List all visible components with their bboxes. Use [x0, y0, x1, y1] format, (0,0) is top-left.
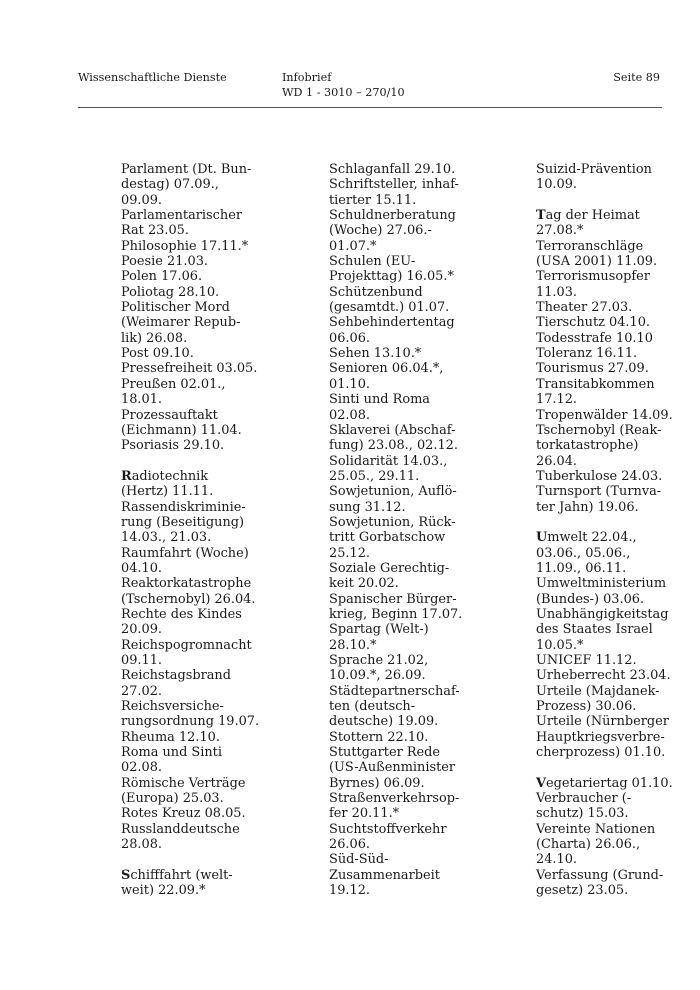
index-entry-line: Tschernobyl (Reak- — [536, 422, 662, 438]
header-document-info — [282, 70, 405, 100]
index-entry-line: Russlanddeutsche — [121, 821, 240, 837]
index-entry-line: Terrorismusopfer — [536, 269, 650, 285]
index-entry-line: sung 31.12. — [329, 499, 406, 515]
index-entry-line: ter Jahn) 19.06. — [536, 499, 639, 515]
header-divider — [78, 107, 662, 108]
index-entry-line: Suchtstoffverkehr — [329, 821, 447, 837]
section-initial-letter: V — [536, 775, 547, 791]
section-gap — [536, 515, 676, 530]
index-entry-line: 26.04. — [536, 453, 578, 469]
index-entry-line: keit 20.02. — [329, 576, 399, 592]
index-entry-line: UNICEF 11.12. — [536, 653, 637, 668]
index-column-2 — [329, 162, 499, 899]
index-entry-line: Spanischer Bürger- — [329, 591, 457, 607]
index-entry-line: Projekttag) 16.05.* — [329, 269, 454, 285]
index-entry-line: Urheberrecht 23.04. — [536, 668, 671, 684]
index-entry-line: Tropenwälder 14.09. — [536, 407, 673, 423]
index-entry-line: Soziale Gerechtig- — [329, 560, 450, 576]
index-entry-line: Stuttgarter Rede — [329, 745, 441, 761]
index-entry-line: 02.08. — [329, 407, 371, 423]
index-entry-line: Schulen (EU- — [329, 254, 416, 270]
index-entry-line: 27.08.* — [536, 223, 584, 239]
index-entry-line: 11.09., 06.11. — [536, 560, 627, 576]
index-entry-line: 04.10. — [121, 560, 163, 576]
index-entry-line: fer 20.11.* — [329, 806, 400, 822]
index-entry-line: Poesie 21.03. — [121, 254, 209, 270]
index-entry-line: Theater 27.03. — [536, 300, 633, 316]
section-gap — [121, 454, 291, 469]
index-entry-line: gesetz) 23.05. — [536, 883, 629, 899]
index-entry-line: Straßenverkehrsop- — [329, 791, 460, 807]
page-number: Seite 89 — [613, 71, 660, 84]
index-entry-line: fung) 23.08., 02.12. — [329, 438, 458, 454]
index-entry-line: Verbraucher (- — [536, 791, 632, 807]
index-entry-line: 10.09.*, 26.09. — [329, 668, 426, 684]
index-entry-line: 11.03. — [536, 284, 578, 300]
index-entry-line: Urteile (Nürnberger — [536, 714, 669, 730]
index-entry-line: Reichsversiche- — [121, 699, 224, 715]
index-column-1 — [121, 162, 291, 899]
index-entry-line: cherprozess) 01.10. — [536, 745, 666, 761]
index-entry-line: (Bundes-) 03.06. — [536, 591, 645, 607]
index-entry-line: Zusammenarbeit — [329, 867, 440, 883]
index-entry-line: 28.10.* — [329, 637, 377, 653]
index-entry-line: Parlamentarischer — [121, 208, 242, 224]
index-entry-line: Hauptkriegsverbre- — [536, 729, 665, 745]
index-entry-line: Rheuma 12.10. — [121, 729, 220, 745]
index-entry-line: Römische Verträge — [121, 775, 246, 791]
index-entry-line: Byrnes) 06.09. — [329, 775, 425, 791]
index-entry-line: destag) 07.09., — [121, 177, 219, 193]
index-column-3 — [536, 162, 676, 899]
index-entry-line: 01.07.* — [329, 238, 377, 254]
index-entry-line: Vereinte Nationen — [536, 821, 656, 837]
index-entry-line: Stottern 22.10. — [329, 729, 429, 745]
index-entry-line: (US-Außenminister — [329, 760, 456, 776]
index-entry-line: Verfassung (Grund- — [536, 867, 664, 883]
index-entry-line: Turnsport (Turnva- — [536, 484, 662, 500]
index-entry-line: Roma und Sinti — [121, 745, 222, 761]
section-gap — [121, 852, 291, 867]
index-entry-line: (gesamtdt.) 01.07. — [329, 300, 450, 316]
index-entry-line: 06.06. — [329, 330, 371, 346]
index-entry-line: Suizid-Prävention — [536, 162, 652, 177]
index-entry-line: (Eichmann) 11.04. — [121, 422, 242, 438]
index-entry-line: Post 09.10. — [121, 346, 194, 362]
index-entry-line: krieg, Beginn 17.07. — [329, 606, 463, 622]
section-start-entry-line: Schifffahrt (welt- — [121, 867, 233, 883]
index-entry-line: 09.09. — [121, 192, 163, 208]
index-entry-line: (Hertz) 11.11. — [121, 484, 214, 500]
index-entry-line: Städtepartnerschaf- — [329, 683, 460, 699]
index-entry-line: 09.11. — [121, 653, 163, 668]
index-entry-line: Polen 17.06. — [121, 269, 203, 285]
index-entry-line: 19.12. — [329, 883, 371, 899]
page-header — [78, 70, 660, 106]
section-start-entry-line: Umwelt 22.04., — [536, 530, 637, 546]
index-entry-line: Schriftsteller, inhaf- — [329, 177, 459, 193]
section-start-entry-line: Vegetariertag 01.10. — [536, 775, 673, 791]
index-entry-line: weit) 22.09.* — [121, 883, 206, 899]
index-entry-line: 28.08. — [121, 837, 163, 853]
section-initial-letter: S — [121, 867, 131, 883]
section-initial-letter: R — [121, 468, 132, 484]
index-entry-line: Pressefreiheit 03.05. — [121, 361, 258, 377]
index-entry-line: 03.06., 05.06., — [536, 545, 631, 561]
section-gap — [536, 193, 676, 208]
index-entry-line: Prozess) 30.06. — [536, 699, 637, 715]
index-entry-line: Sowjetunion, Auflö- — [329, 484, 457, 500]
index-entry-line: Urteile (Majdanek- — [536, 683, 660, 699]
index-entry-line: Sehbehindertentag — [329, 315, 455, 331]
index-entry-line: 18.01. — [121, 392, 163, 408]
index-entry-line: Senioren 06.04.*, — [329, 361, 444, 377]
index-entry-line: rungsordnung 19.07. — [121, 714, 260, 730]
index-entry-line: Todesstrafe 10.10 — [536, 330, 653, 346]
index-entry-line: Schützenbund — [329, 284, 423, 300]
index-entry-line: 17.12. — [536, 392, 578, 408]
index-entry-line: Spartag (Welt-) — [329, 622, 429, 638]
index-entry-line: Reichstagsbrand — [121, 668, 231, 684]
index-entry-line: 10.05.* — [536, 637, 584, 653]
index-entry-line: Rechte des Kindes — [121, 606, 242, 622]
index-entry-line: rung (Beseitigung) — [121, 514, 245, 530]
index-entry-line: 14.03., 21.03. — [121, 530, 212, 546]
index-entry-line: lik) 26.08. — [121, 330, 188, 346]
index-entry-line: Raumfahrt (Woche) — [121, 545, 249, 561]
section-start-entry-line: Radiotechnik — [121, 468, 209, 484]
index-entry-line: Rat 23.05. — [121, 223, 189, 239]
section-initial-letter: U — [536, 530, 548, 546]
index-entry-line: des Staates Israel — [536, 622, 653, 638]
index-entry-line: (USA 2001) 11.09. — [536, 254, 658, 270]
index-entry-line: Schuldnerberatung — [329, 208, 456, 224]
index-entry-line: ten (deutsch- — [329, 699, 416, 715]
index-entry-line: Prozessauftakt — [121, 407, 218, 423]
index-entry-line: Sowjetunion, Rück- — [329, 514, 456, 530]
index-entry-line: Rotes Kreuz 08.05. — [121, 806, 246, 822]
header-institution: Wissenschaftliche Dienste — [78, 71, 227, 84]
index-entry-line: Reichspogromnacht — [121, 637, 252, 653]
index-entry-line: tierter 15.11. — [329, 192, 417, 208]
index-entry-line: Politischer Mord — [121, 300, 230, 316]
index-entry-line: 25.05., 29.11. — [329, 468, 420, 484]
index-entry-line: Schlaganfall 29.10. — [329, 162, 456, 177]
index-entry-line: 25.12. — [329, 545, 371, 561]
index-entry-line: Psoriasis 29.10. — [121, 438, 225, 454]
index-entry-line: (Weimarer Repub- — [121, 315, 241, 331]
index-entry-line: Toleranz 16.11. — [536, 346, 638, 362]
index-entry-line: Sehen 13.10.* — [329, 346, 422, 362]
index-entry-line: Unabhängigkeitstag — [536, 606, 669, 622]
index-entry-line: (Europa) 25.03. — [121, 791, 224, 807]
index-entry-line: Sklaverei (Abschaf- — [329, 422, 456, 438]
index-entry-line: Terroranschläge — [536, 238, 644, 254]
index-entry-line: 27.02. — [121, 683, 163, 699]
header-doc-number: WD 1 - 3010 – 270/10 — [282, 86, 405, 99]
index-entry-line: Preußen 02.01., — [121, 376, 226, 392]
section-gap — [536, 760, 676, 775]
index-entry-line: 02.08. — [121, 760, 163, 776]
index-entry-line: Sprache 21.02, — [329, 653, 429, 668]
index-entry-line: Rassendiskriminie- — [121, 499, 246, 515]
index-entry-line: 20.09. — [121, 622, 163, 638]
index-entry-line: deutsche) 19.09. — [329, 714, 439, 730]
index-entry-line: (Tschernobyl) 26.04. — [121, 591, 256, 607]
index-entry-line: tritt Gorbatschow — [329, 530, 446, 546]
section-initial-letter: T — [536, 208, 546, 224]
index-entry-line: (Charta) 26.06., — [536, 837, 641, 853]
index-entry-line: 01.10. — [329, 376, 371, 392]
header-doc-type: Infobrief — [282, 71, 332, 84]
index-entry-line: Reaktorkatastrophe — [121, 576, 252, 592]
index-entry-line: schutz) 15.03. — [536, 806, 629, 822]
index-entry-line: Umweltministerium — [536, 576, 667, 592]
index-entry-line: 10.09. — [536, 177, 578, 193]
index-entry-line: 26.06. — [329, 837, 371, 853]
index-entry-line: Philosophie 17.11.* — [121, 238, 249, 254]
section-start-entry-line: Tag der Heimat — [536, 208, 640, 224]
index-entry-line: Poliotag 28.10. — [121, 284, 220, 300]
index-entry-line: Transitabkommen — [536, 376, 655, 392]
index-entry-line: 24.10. — [536, 852, 578, 868]
index-entry-line: Tierschutz 04.10. — [536, 315, 651, 331]
index-entry-line: Tourismus 27.09. — [536, 361, 649, 377]
index-entry-line: Sinti und Roma — [329, 392, 430, 408]
index-entry-line: Süd-Süd- — [329, 852, 389, 868]
index-entry-line: Tuberkulose 24.03. — [536, 468, 663, 484]
index-entry-line: torkatastrophe) — [536, 438, 639, 454]
index-entry-line: Parlament (Dt. Bun- — [121, 162, 252, 177]
index-entry-line: Solidarität 14.03., — [329, 453, 448, 469]
index-entry-line: (Woche) 27.06.- — [329, 223, 432, 239]
